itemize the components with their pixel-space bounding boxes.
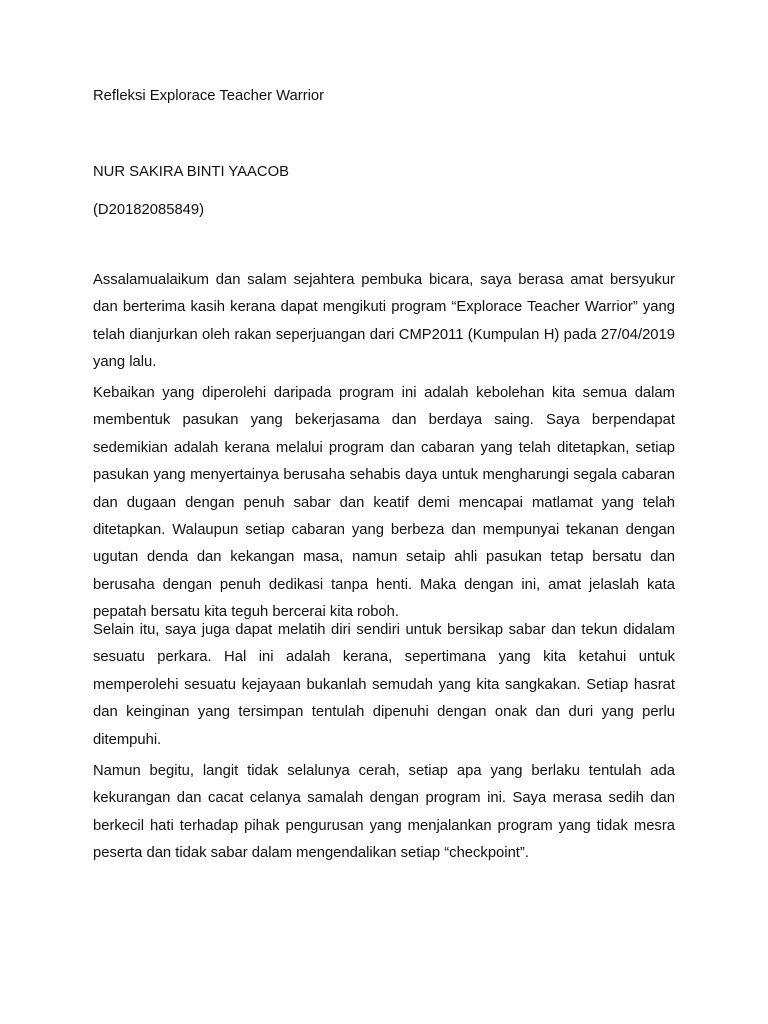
student-id: (D20182085849)	[93, 202, 205, 218]
paragraph-greeting: Assalamualaikum dan salam sejahtera pembuka bicara, saya berasa amat bersyukur dan berterima kasih kerana dapat mengikuti program “Explorace Teacher Warrior” yang telah dianjurkan oleh rakan seperjuangan dari CMP2011 (Kumpulan H) pada 27/04/2019 yang lalu.	[93, 272, 675, 371]
paragraph-benefits: Kebaikan yang diperolehi daripada program ini adalah kebolehan kita semua dalam membentuk pasukan yang bekerjasama dan berdaya saing. Saya berpendapat sedemikian adalah kerana melalui program dan cabaran yang telah ditetapkan, setiap pasukan yang menyertainya berusaha sehabis daya untuk mengharungi segala cabaran dan dugaan dengan penuh sabar dan keatif demi mencapai matlamat yang telah ditetapkan. Walaupun setiap cabaran yang berbeza dan mempunyai tekanan dengan ugutan denda dan kekangan masa, namun setaip ahli pasukan tetap bersatu dan berusaha dengan penuh dedikasi tanpa henti. Maka dengan ini, amat jelaslah kata pepatah bersatu kita teguh bercerai kita roboh.	[93, 385, 675, 621]
author-name: NUR SAKIRA BINTI YAACOB	[93, 164, 289, 180]
paragraph-patience: Selain itu, saya juga dapat melatih diri sendiri untuk bersikap sabar dan tekun didalam sesuatu perkara. Hal ini adalah kerana, sepertimana yang kita ketahui untuk memperolehi sesuatu kejayaan bukanlah semudah yang kita sangkakan. Setiap hasrat dan keinginan yang tersimpan tentulah dipenuhi dengan onak dan duri yang perlu ditempuhi.	[93, 622, 675, 748]
paragraph-shortcomings: Namun begitu, langit tidak selalunya cerah, setiap apa yang berlaku tentulah ada kekurangan dan cacat celanya samalah dengan program ini. Saya merasa sedih dan berkecil hati terhadap pihak pengurusan yang menjalankan program yang tidak mesra peserta dan tidak sabar dalam mengendalikan setiap “checkpoint”.	[93, 763, 675, 862]
document-title: Refleksi Explorace Teacher Warrior	[93, 88, 325, 104]
